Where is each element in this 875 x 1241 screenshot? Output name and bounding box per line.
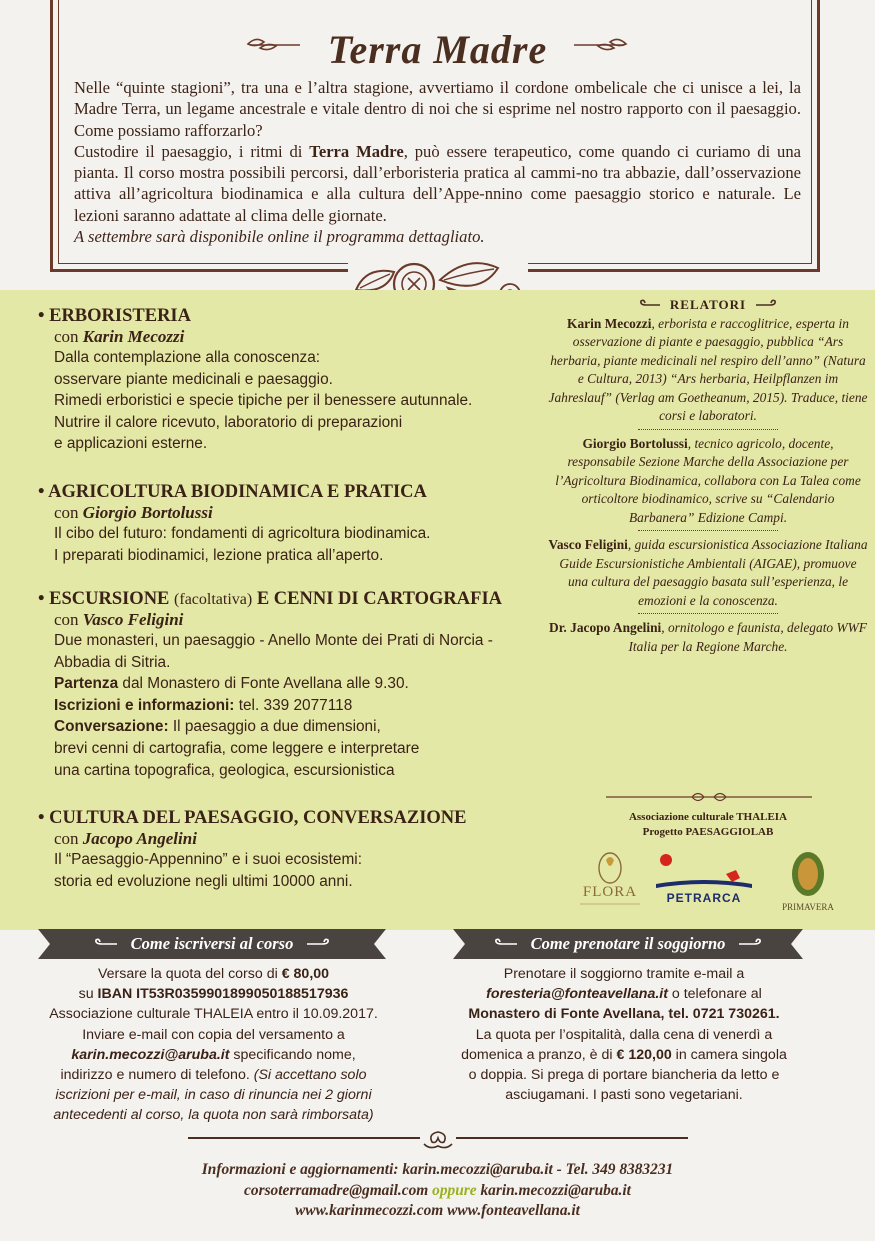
course-line: Nutrire il calore ricevuto, laboratorio di preparazioni bbox=[54, 413, 403, 431]
course-title-text: ERBORISTERIA bbox=[49, 306, 191, 326]
enroll-heading: Come iscriversi al corso bbox=[130, 934, 294, 953]
enroll-text: Associazione culturale THALEIA entro il 10.09.2017. bbox=[49, 1006, 378, 1023]
stay-info bbox=[440, 964, 808, 1105]
course-line: Il “Paesaggio-Appennino” e i suoi ecosistemi: bbox=[54, 851, 362, 868]
course-title-extra: (facoltativa) bbox=[174, 591, 253, 608]
speaker-text: , erborista e raccoglitrice, esperta in osservazione di piante e paesaggio, pubblica “Ars herbaria, piante medicinali nel respiro dell’anno” (Natura e Cultura, 2013) “Ars herbaria, Heilpflanzen im Jahreslauf” (Verlag am Goetheanum, 2015). Traduce, tiene corsi e laboratori. bbox=[548, 315, 868, 423]
detail-text: dal Monastero di Fonte Avellana alle 9.30. bbox=[118, 675, 409, 693]
course-line: Rimedi erboristici e specie tipiche per il benessere autunnale. bbox=[54, 392, 473, 410]
enroll-info bbox=[36, 964, 391, 1126]
course-cultura-paesaggio bbox=[38, 808, 466, 892]
speakers-heading-text: RELATORI bbox=[669, 297, 747, 312]
course-title-text: AGRICOLTURA BIODINAMICA E PRATICA bbox=[48, 482, 427, 502]
course-line: Due monasteri, un paesaggio - Anello Monte dei Prati di Norcia - bbox=[54, 632, 493, 649]
course-line: brevi cenni di cartografia, come leggere e interpretare bbox=[54, 739, 420, 757]
intro-text-1: Nelle “quinte stagioni”, tra una e l’altra stagione, avvertiamo il cordone ombelicale che ci unisce a lei, la Madre Terra, un legame ancestrale e vitale dentro di noi che si esprime nel nostro rapporto con il paesaggio. Come possiamo rafforzarlo? bbox=[74, 78, 801, 140]
enroll-email-link[interactable]: karin.mecozzi@aruba.it bbox=[71, 1046, 230, 1063]
teacher-prefix: con bbox=[54, 829, 83, 848]
detail-text: tel. 339 2077118 bbox=[234, 696, 353, 714]
course-title-text: CULTURA DEL PAESAGGIO, CONVERSAZIONE bbox=[49, 808, 467, 828]
footer-email-link[interactable]: karin.mecozzi@aruba.it bbox=[476, 1181, 631, 1199]
swirl-left-icon bbox=[493, 938, 519, 950]
footer-websites[interactable]: www.karinmecozzi.com www.fonteavellana.it bbox=[295, 1202, 580, 1219]
course-description bbox=[54, 849, 466, 892]
teacher-name: Giorgio Bortolussi bbox=[82, 503, 213, 522]
teacher-name: Vasco Feligini bbox=[82, 610, 184, 629]
intro-text-2a: Custodire il paesaggio, i ritmi di bbox=[74, 141, 310, 161]
course-teacher bbox=[54, 503, 430, 523]
footer-contacts: Informazioni e aggiornamenti: karin.mecozzi@aruba.it - Tel. 349 8383231 bbox=[201, 1161, 674, 1178]
stay-email-link[interactable]: foresteria@fonteavellana.it bbox=[486, 986, 668, 1003]
iban: IBAN IT53R0359901899050188517936 bbox=[97, 986, 349, 1003]
stay-text: asciugamani. I pasti sono vegetariani. bbox=[505, 1087, 743, 1104]
enroll-text: Versare la quota del corso di bbox=[97, 966, 282, 982]
course-escursione bbox=[38, 589, 502, 781]
speaker-text: , tecnico agricolo, docente, responsabile Sezione Marche della Associazione per l’Agricoltura Biodinamica, collabora con La Talea come orticoltore biodinamico, scrive su “Calendario Barbanera” Edizione Campi. bbox=[555, 435, 861, 525]
course-line: storia ed evoluzione negli ultimi 10000 anni. bbox=[54, 872, 353, 890]
svg-text:PETRARCA: PETRARCA bbox=[666, 891, 742, 905]
intro-section bbox=[0, 0, 875, 290]
intro-text-3: A settembre sarà disponibile online il programma dettagliato. bbox=[74, 227, 485, 247]
swirl-left-icon bbox=[93, 938, 119, 950]
stay-heading-band bbox=[453, 929, 803, 959]
stay-text: o telefonare al bbox=[667, 986, 762, 1003]
teacher-prefix: con bbox=[54, 327, 83, 346]
stay-text: domenica a pranzo, è di bbox=[461, 1046, 617, 1063]
speaker-text: , ornitologo e faunista, delegato WWF Italia per la Regione Marche. bbox=[628, 620, 867, 654]
speaker-bio bbox=[548, 315, 868, 426]
footer-email-link[interactable]: corsoterramadre@gmail.com bbox=[244, 1181, 433, 1199]
course-title: • ERBORISTERIA bbox=[38, 306, 191, 326]
footer-divider-icon bbox=[188, 1130, 688, 1154]
project-name: Progetto PAESAGGIOLAB bbox=[642, 826, 774, 838]
detail-text: Il paesaggio a due dimensioni, bbox=[168, 718, 381, 736]
petrarca-logo-icon bbox=[654, 854, 758, 908]
course-title: • CULTURA DEL PAESAGGIO, CONVERSAZIONE bbox=[38, 808, 467, 828]
course-line: e applicazioni esterne. bbox=[54, 435, 208, 453]
course-detail bbox=[54, 716, 502, 738]
speaker-name: Dr. Jacopo Angelini bbox=[549, 620, 662, 635]
course-title: • AGRICOLTURA BIODINAMICA E PRATICA bbox=[38, 482, 427, 502]
speakers-column bbox=[548, 296, 868, 656]
association-block bbox=[598, 810, 818, 840]
swirl-right-icon bbox=[754, 299, 778, 311]
speaker-text: , guida escursionistica Associazione Italiana Guide Escursionistiche Ambientali (AIGAE), promuove una cultura del paesaggio basata sull’esperienza, le emozioni e la conoscenza. bbox=[559, 537, 868, 608]
monastery-phone: Monastero di Fonte Avellana, tel. 0721 730261. bbox=[468, 1006, 780, 1023]
speaker-bio bbox=[548, 536, 868, 610]
course-detail bbox=[54, 673, 502, 695]
course-line: una cartina topografica, geologica, escursionistica bbox=[54, 761, 395, 779]
page-title: Terra Madre bbox=[327, 27, 548, 72]
speaker-bio bbox=[548, 619, 868, 656]
stay-fee: € 120,00 bbox=[616, 1046, 672, 1063]
enroll-note: antecedenti al corso, la quota non sarà rimborsata) bbox=[53, 1107, 374, 1124]
footer bbox=[0, 1160, 875, 1222]
course-description bbox=[54, 523, 430, 566]
stay-text: Prenotare il soggiorno tramite e-mail a bbox=[503, 966, 745, 982]
swirl-left-icon bbox=[638, 299, 662, 311]
dotted-divider bbox=[638, 429, 778, 430]
course-teacher bbox=[54, 829, 466, 849]
dotted-divider bbox=[638, 613, 778, 614]
enroll-text: Inviare e-mail con copia del versamento a bbox=[82, 1026, 345, 1043]
teacher-name: Jacopo Angelini bbox=[82, 829, 197, 848]
detail-label: Iscrizioni e informazioni: bbox=[54, 696, 235, 714]
course-line: I preparati biodinamici, lezione pratica all’aperto. bbox=[54, 546, 384, 564]
teacher-prefix: con bbox=[54, 503, 83, 522]
flora-logo-icon bbox=[572, 850, 648, 910]
teacher-name: Karin Mecozzi bbox=[82, 327, 185, 346]
course-line: Il cibo del futuro: fondamenti di agricoltura biodinamica. bbox=[54, 525, 431, 542]
stay-heading: Come prenotare il soggiorno bbox=[530, 934, 726, 953]
course-title-text: ESCURSIONE bbox=[49, 589, 170, 609]
sponsor-logos bbox=[560, 850, 870, 920]
stay-text: o doppia. Si prega di portare biancheria da letto e bbox=[468, 1067, 780, 1084]
enroll-text: su bbox=[78, 986, 98, 1003]
dotted-divider bbox=[638, 530, 778, 531]
course-line: Abbadia di Sitria. bbox=[54, 653, 171, 671]
enroll-heading-band bbox=[38, 929, 386, 959]
svg-text:FLORA: FLORA bbox=[582, 884, 638, 900]
course-title: • ESCURSIONE (facoltativa) E CENNI DI CARTOGRAFIA bbox=[38, 589, 503, 609]
stay-text: in camera singola bbox=[671, 1046, 787, 1063]
teacher-prefix: con bbox=[54, 610, 83, 629]
speaker-name: Giorgio Bortolussi bbox=[582, 435, 688, 451]
course-description bbox=[54, 347, 472, 455]
speaker-bio bbox=[548, 435, 868, 528]
course-detail bbox=[54, 695, 502, 717]
swirl-right-icon bbox=[305, 938, 331, 950]
enroll-note: (Si accettano solo bbox=[253, 1067, 367, 1084]
intro-text-2b: Terra Madre bbox=[309, 141, 404, 161]
speaker-name: Vasco Feligini bbox=[548, 537, 628, 552]
course-line: osservare piante medicinali e paesaggio. bbox=[54, 370, 333, 388]
speakers-heading bbox=[548, 296, 868, 315]
course-erboristeria bbox=[38, 306, 472, 455]
enroll-note: iscrizioni per e-mail, in caso di rinuncia nei 2 giorni bbox=[55, 1087, 372, 1104]
course-line: Dalla contemplazione alla conoscenza: bbox=[54, 349, 321, 366]
course-agricoltura bbox=[38, 482, 430, 566]
primavera-logo-icon bbox=[768, 850, 848, 914]
enroll-text: indirizzo e numero di telefono. bbox=[60, 1067, 254, 1084]
course-teacher bbox=[54, 327, 472, 347]
svg-text:PRIMAVERA: PRIMAVERA bbox=[782, 902, 834, 912]
footer-or: oppure bbox=[432, 1181, 477, 1199]
swirl-right-icon bbox=[737, 938, 763, 950]
association-name: Associazione culturale THALEIA bbox=[628, 811, 788, 823]
course-description bbox=[54, 630, 502, 781]
enroll-text: specificando nome, bbox=[229, 1046, 356, 1063]
detail-label: Conversazione: bbox=[54, 718, 169, 736]
intro-text-2c: , può essere terapeutico, come quando ci curiamo di una pianta. Il corso mostra possibili percorsi, dall’erboristeria pratica al cammi-no tra abbazie, dall’osservazione attiva all’agricoltura biodinamica e alla cultura dell’Appe-nnino come paesaggio storico e naturale. Le lezioni saranno adattate al clima delle giornate. bbox=[74, 141, 802, 225]
speaker-name: Karin Mecozzi bbox=[567, 315, 652, 331]
intro-paragraph bbox=[74, 77, 801, 247]
course-teacher bbox=[54, 610, 502, 630]
stay-text: La quota per l’ospitalità, dalla cena di venerdì a bbox=[475, 1026, 773, 1043]
course-fee: € 80,00 bbox=[281, 966, 330, 982]
vine-divider-icon bbox=[602, 790, 816, 804]
detail-label: Partenza bbox=[54, 675, 119, 693]
course-title-tail: E CENNI DI CARTOGRAFIA bbox=[256, 589, 503, 609]
